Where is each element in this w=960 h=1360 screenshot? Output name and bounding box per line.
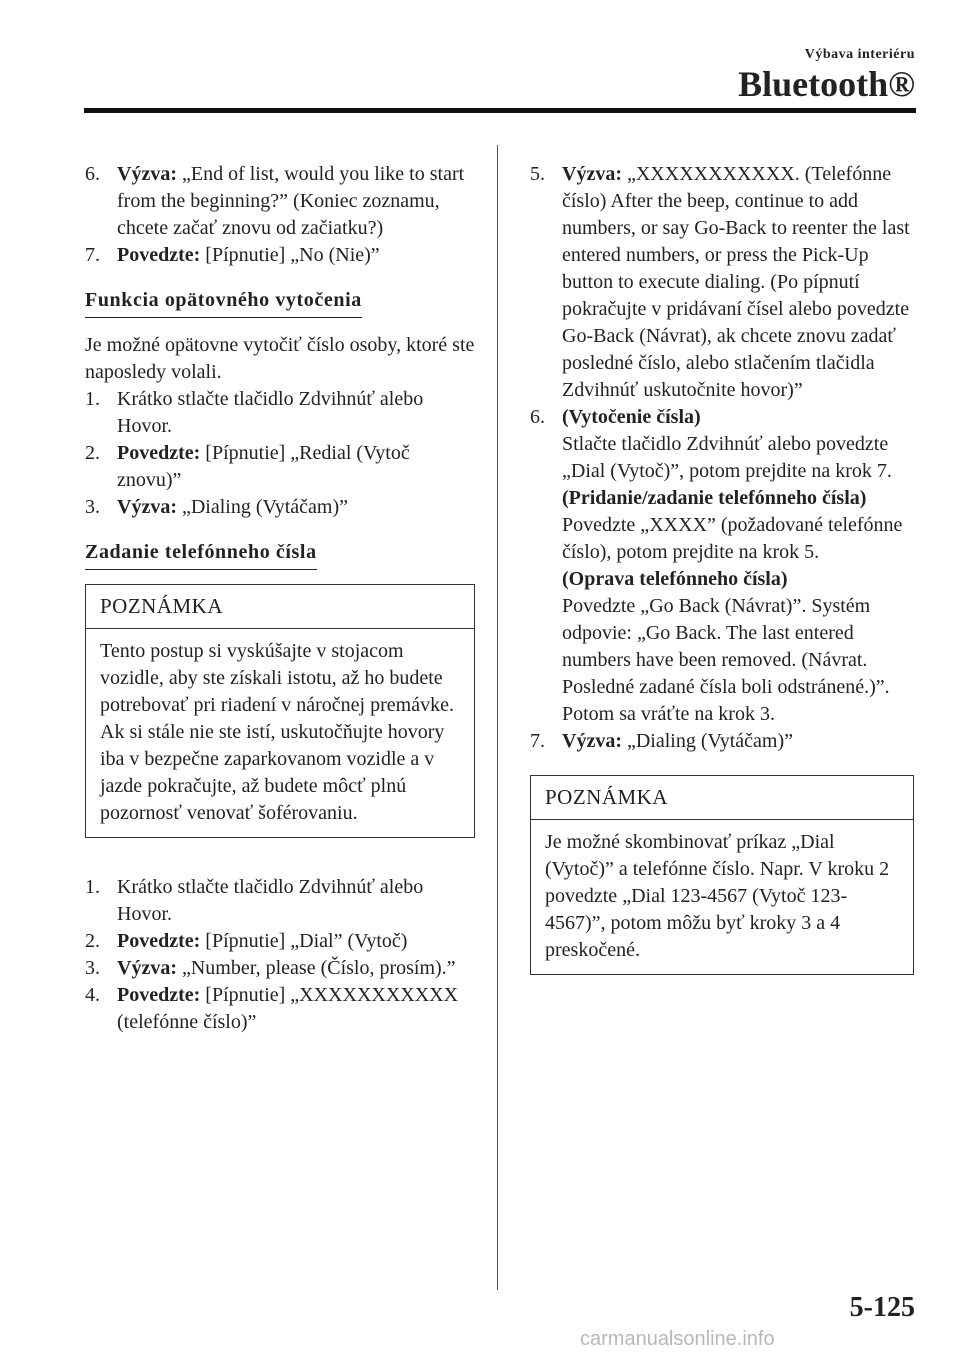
list-item <box>85 242 475 269</box>
column-divider <box>497 145 498 1290</box>
item-number: 1. <box>85 388 100 410</box>
item-text: „End of list, would you like to start from the beginning?” (Koniec zoznamu, chcete začať znovu od začiatku?) <box>117 163 465 239</box>
subitem-text: Povedzte „XXXX” (požadované telefónne číslo), potom prejdite na krok 5. <box>562 514 903 563</box>
item-label: Povedzte: <box>117 930 201 952</box>
subitem-text: Povedzte „Go Back (Návrat)”. Systém odpovie: „Go Back. The last entered numbers have been removed. (Návrat. Posledné zadané čísla boli odstránené.)”. Potom sa vráťte na krok 3. <box>562 595 890 725</box>
list-item <box>530 404 914 728</box>
list-item <box>530 161 914 404</box>
item-text: [Pípnutie] „Dial” (Vytoč) <box>200 930 408 952</box>
item-number: 3. <box>85 496 100 518</box>
list-item <box>85 955 475 982</box>
item-number: 2. <box>85 442 100 464</box>
item-number: 2. <box>85 930 100 952</box>
item-label: Povedzte: <box>117 442 201 464</box>
list-item <box>85 440 475 494</box>
list-item <box>85 161 475 242</box>
subitem-text: Stlačte tlačidlo Zdvihnúť alebo povedzte „Dial (Vytoč)”, potom prejdite na krok 7. <box>562 433 892 482</box>
item-label: Výzva: <box>117 496 177 518</box>
subitem-title: (Pridanie/zadanie telefónneho čísla) <box>562 487 867 509</box>
list-item <box>85 928 475 955</box>
item-number: 4. <box>85 984 100 1006</box>
item-number: 1. <box>85 876 100 898</box>
item-text: „XXXXXXXXXXX. (Telefónne číslo) After the beep, continue to add numbers, or say Go-Back to reenter the last entered numbers, or press the Pick-Up button to execute dialing. (Po pípnutí pokračujte v pridávaní čísel alebo povedzte Go-Back (Návrat), ak chcete znovu zadať posledné číslo, alebo stlačením tlačidla Zdvihnúť uskutočnite hovor)” <box>562 163 910 401</box>
subitem-title: (Vytočenie čísla) <box>562 406 701 428</box>
watermark: carmanualsonline.info <box>580 1328 775 1350</box>
left-column <box>85 161 475 1036</box>
list-item <box>85 494 475 521</box>
note-title: POZNÁMKA <box>86 585 474 629</box>
item-text: „Dialing (Vytáčam)” <box>621 730 794 752</box>
paragraph: Je možné opätovne vytočiť číslo osoby, ktoré ste naposledy volali. <box>85 334 475 383</box>
note-box <box>530 775 914 975</box>
section-heading-redial: Funkcia opätovného vytočenia <box>85 287 362 318</box>
list-item <box>85 982 475 1036</box>
item-text: [Pípnutie] „Redial (Vytoč znovu)” <box>117 442 410 491</box>
item-number: 6. <box>85 163 100 185</box>
item-number: 7. <box>530 730 545 752</box>
item-number: 5. <box>530 163 545 185</box>
section-title: Výbava interiéru <box>804 47 915 62</box>
item-text: „Number, please (Číslo, prosím).” <box>176 957 456 979</box>
item-label: Povedzte: <box>117 984 201 1006</box>
item-label: Výzva: <box>562 730 622 752</box>
item-text: [Pípnutie] „No (Nie)” <box>200 244 380 266</box>
item-label: Výzva: <box>562 163 622 185</box>
section-heading-enter-number: Zadanie telefónneho čísla <box>85 539 317 570</box>
item-number: 6. <box>530 406 545 428</box>
right-column <box>530 161 914 975</box>
note-title: POZNÁMKA <box>531 776 913 820</box>
note-body: Tento postup si vyskúšajte v stojacom vozidle, aby ste získali istotu, až ho budete potrebovať pri riadení v náročnej premávke. Ak si stále nie ste istí, uskutočňujte hovory iba v bezpečne zaparkovanom vozidle a v jazde pokračujte, až budete môcť plnú pozornosť venovať šoférovaniu. <box>100 640 454 824</box>
item-label: Povedzte: <box>117 244 201 266</box>
item-label: Výzva: <box>117 163 177 185</box>
page-number: 5-125 <box>849 1292 915 1323</box>
item-number: 7. <box>85 244 100 266</box>
note-box <box>85 584 475 838</box>
list-item <box>85 386 475 440</box>
item-text: Krátko stlačte tlačidlo Zdvihnúť alebo Hovor. <box>117 876 424 925</box>
item-text: [Pípnutie] „XXXXXXXXXXX (telefónne číslo)” <box>117 984 459 1033</box>
list-item <box>530 728 914 755</box>
page-title: Bluetooth® <box>738 64 915 104</box>
header-rule <box>84 108 916 113</box>
list-item <box>85 874 475 928</box>
item-number: 3. <box>85 957 100 979</box>
subitem-title: (Oprava telefónneho čísla) <box>562 568 788 590</box>
item-text: Krátko stlačte tlačidlo Zdvihnúť alebo Hovor. <box>117 388 424 437</box>
note-body: Je možné skombinovať príkaz „Dial (Vytoč)” a telefónne číslo. Napr. V kroku 2 povedzte „Dial 123-4567 (Vytoč 123-4567)”, potom môžu byť kroky 3 a 4 preskočené. <box>545 831 890 961</box>
item-label: Výzva: <box>117 957 177 979</box>
item-text: „Dialing (Vytáčam)” <box>176 496 349 518</box>
